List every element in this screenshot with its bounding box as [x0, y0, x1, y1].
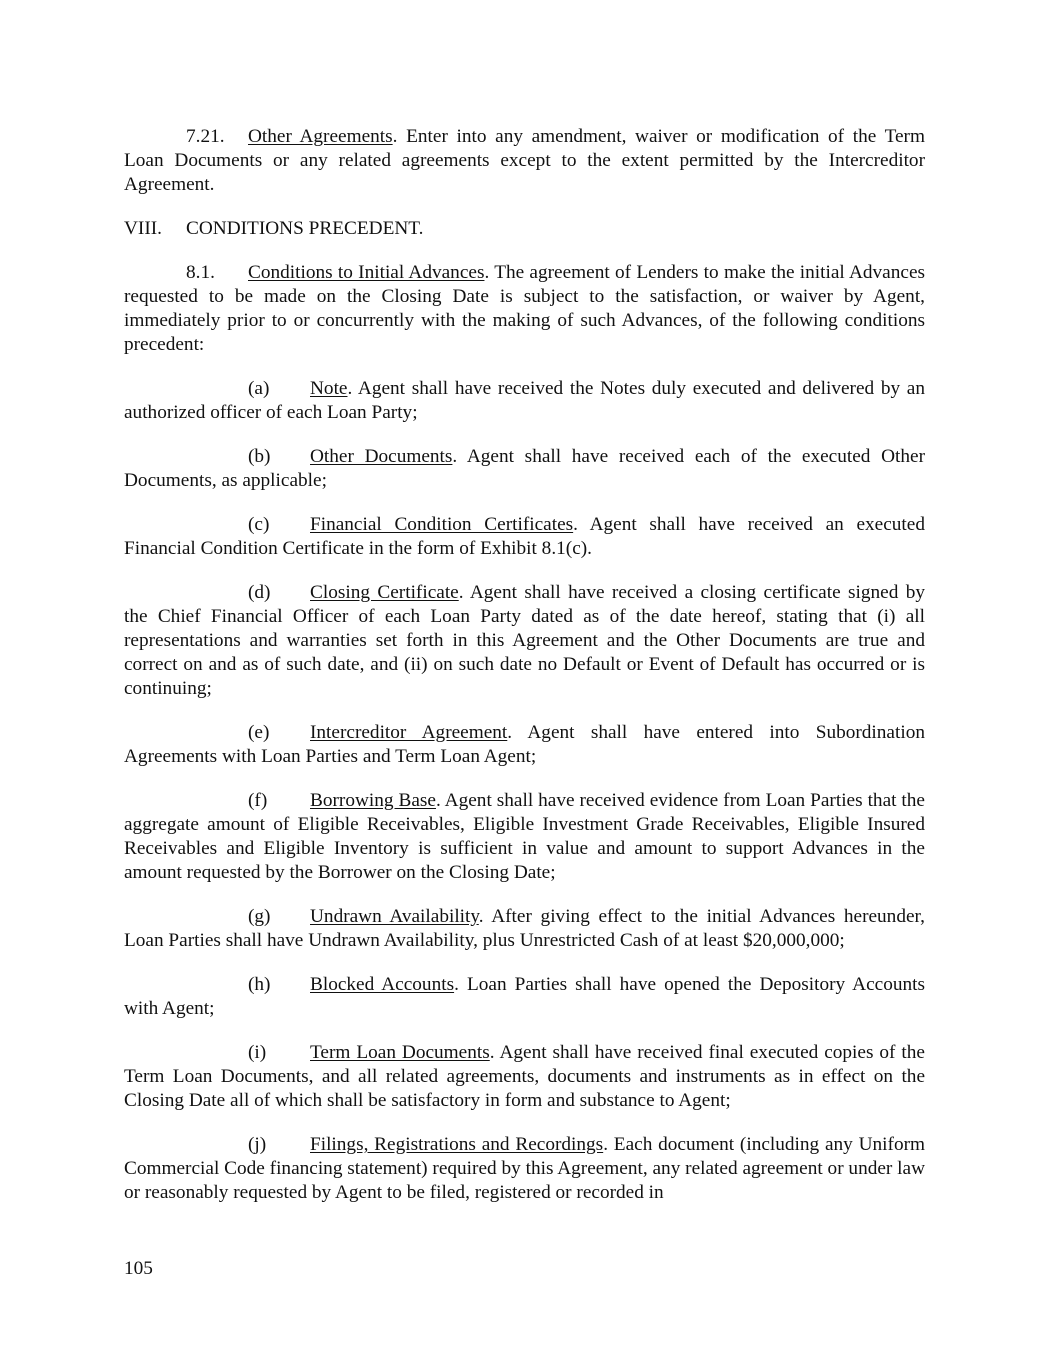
item-text: . Loan Parties shall have opened the Depository Accounts with Agent; — [124, 974, 925, 1019]
item-number: (f) — [248, 790, 268, 811]
article-viii — [124, 217, 925, 241]
item-number: (a) — [248, 378, 270, 399]
condition-item — [124, 905, 925, 953]
item-heading: Intercreditor Agreement — [310, 722, 508, 743]
item-text: . Each document (including any Uniform Commercial Code financing statement) required by this Agreement, any related agreement or under law or reasonably requested by Agent to be filed, registered or recorded in — [124, 1134, 926, 1203]
item-heading: Borrowing Base — [310, 790, 436, 811]
item-text: . Agent shall have entered into Subordination Agreements with Loan Parties and Term Loan Agent; — [124, 722, 925, 767]
item-heading: Undrawn Availability — [310, 906, 479, 927]
item-text: . After giving effect to the initial Advances hereunder, Loan Parties shall have Undrawn Availability, plus Unrestricted Cash of at least $20,000,000; — [124, 906, 925, 951]
item-number: (i) — [248, 1042, 267, 1063]
item-number: (d) — [248, 582, 271, 603]
item-heading: Financial Condition Certificates — [310, 514, 574, 535]
section-text: . Enter into any amendment, waiver or modification of the Term Loan Documents or any related agreements except to the extent permitted by the Intercreditor Agreement. — [124, 126, 925, 195]
item-text: . Agent shall have received evidence from Loan Parties that the aggregate amount of Eligible Receivables, Eligible Investment Grade Receivables, Eligible Insured Receivables and Eligible Inventory is sufficient in value and amount to support Advances in the amount requested by the Borrower on the Closing Date; — [124, 790, 925, 883]
section-heading: Other Agreements — [248, 126, 393, 147]
item-number: (c) — [248, 514, 270, 535]
document-page — [124, 125, 925, 1225]
section-7-21 — [124, 125, 925, 197]
item-heading: Note — [310, 378, 348, 399]
item-heading: Blocked Accounts — [310, 974, 455, 995]
condition-item — [124, 973, 925, 1021]
item-text: . Agent shall have received a closing certificate signed by the Chief Financial Officer of each Loan Party dated as of the date hereof, stating that (i) all representations and warranties set forth in this Agreement and the Other Documents are true and correct on and as of such date, and (ii) on such date no Default or Event of Default has occurred or is continuing; — [124, 582, 925, 699]
condition-item — [124, 789, 925, 885]
item-heading: Filings, Registrations and Recordings — [310, 1134, 604, 1155]
item-number: (h) — [248, 974, 271, 995]
item-number: (g) — [248, 906, 271, 927]
item-number: (b) — [248, 446, 271, 467]
condition-item — [124, 513, 925, 561]
item-text: . Agent shall have received an executed Financial Condition Certificate in the form of Exhibit 8.1(c). — [124, 514, 925, 559]
condition-item — [124, 721, 925, 769]
page-number: 105 — [124, 1258, 153, 1279]
condition-item — [124, 377, 925, 425]
section-text: . The agreement of Lenders to make the initial Advances requested to be made on the Closing Date is subject to the satisfaction, or waiver by Agent, immediately prior to or concurrently with the making of such Advances, of the following conditions precedent: — [124, 262, 926, 355]
section-number: 8.1. — [186, 262, 215, 283]
condition-item — [124, 581, 925, 701]
item-text: . Agent shall have received each of the executed Other Documents, as applicable; — [124, 446, 925, 491]
section-number: 7.21. — [186, 126, 225, 147]
condition-item — [124, 1041, 925, 1113]
conditions-list — [124, 377, 925, 1205]
section-heading: Conditions to Initial Advances — [248, 262, 485, 283]
item-text: . Agent shall have received the Notes duly executed and delivered by an authorized officer of each Loan Party; — [124, 378, 925, 423]
section-8-1 — [124, 261, 925, 357]
item-number: (j) — [248, 1134, 267, 1155]
item-number: (e) — [248, 722, 270, 743]
article-title: CONDITIONS PRECEDENT. — [186, 218, 424, 239]
item-text: . Agent shall have received final executed copies of the Term Loan Documents, and all related agreements, documents and instruments as in effect on the Closing Date all of which shall be satisfactory in form and substance to Agent; — [124, 1042, 925, 1111]
item-heading: Closing Certificate — [310, 582, 459, 603]
item-heading: Other Documents — [310, 446, 453, 467]
condition-item — [124, 445, 925, 493]
condition-item — [124, 1133, 925, 1205]
item-heading: Term Loan Documents — [310, 1042, 490, 1063]
article-number: VIII. — [124, 218, 163, 239]
